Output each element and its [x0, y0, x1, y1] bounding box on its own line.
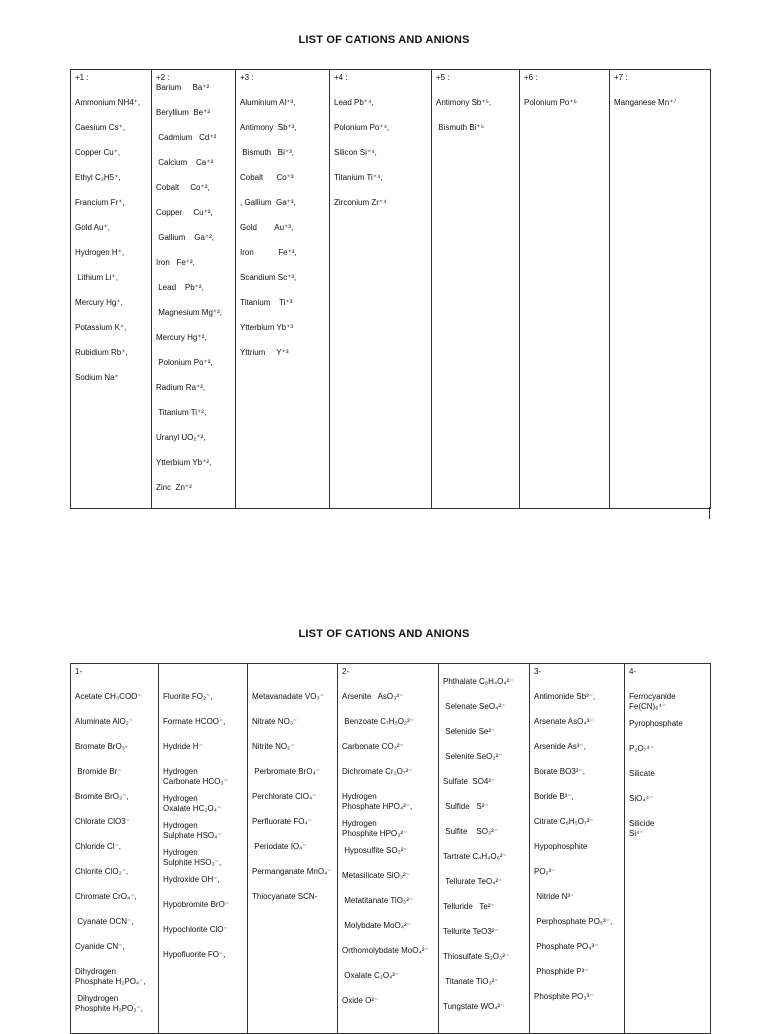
ion-entry: Antimony Sb⁺³, [240, 123, 297, 132]
ion-entry: Lithium Li⁺, [75, 273, 118, 282]
ion-entry: Oxalate C₂O₄²⁻ [342, 971, 400, 980]
ion-entry: Phthalate C₈H₄O₄²⁻ [443, 677, 514, 686]
ion-entry: P₂O₇⁴⁻ [629, 744, 655, 753]
ion-entry: Borate BO3³⁻, [534, 767, 585, 776]
page-title: LIST OF CATIONS AND ANIONS [298, 34, 470, 46]
ion-entry: Acetate CH₃COO⁻ [75, 692, 142, 701]
ion-entry: Hydrogen Phosphate HPO₄²⁻, [342, 792, 413, 811]
ion-entry: Iron Fe⁺², [156, 258, 195, 267]
ion-entry: Telluride Te²⁻ [443, 902, 495, 911]
ion-entry: Tellurite TeO3²⁻ [443, 927, 499, 936]
ion-entry: Beryllium Be⁺² [156, 108, 211, 117]
column-header: 1- [75, 667, 83, 676]
column-header: +2 : [156, 73, 170, 82]
anions-column-4minus [625, 664, 711, 1034]
ion-entry: Chlorite ClO₂⁻, [75, 867, 129, 876]
ion-entry: Magnesium Mg⁺², [156, 308, 223, 317]
ion-entry: Metatitanate TiO₃²⁻ [342, 896, 414, 905]
ion-entry: Hydrogen Sulphite HSO₃⁻, [163, 848, 222, 867]
ion-entry: Hypofluorite FO⁻, [163, 950, 226, 959]
cations-column-plus3 [236, 70, 330, 509]
ion-entry: Bromite BrO₂⁻, [75, 792, 129, 801]
ion-entry: Uranyl UO₂⁺², [156, 433, 206, 442]
ion-entry: Barium Ba⁺² [156, 83, 210, 92]
column-header: +3 : [240, 73, 254, 82]
ion-entry: Gallium Ga⁺², [156, 233, 215, 242]
ion-entry: Rubidium Rb⁺, [75, 348, 128, 357]
column-header: +4 : [334, 73, 348, 82]
ion-entry: Silicon Si⁺⁴, [334, 148, 377, 157]
ion-entry: Titanium Ti⁺³ [240, 298, 293, 307]
ion-entry: Gold Au⁺³, [240, 223, 294, 232]
ion-entry: Formate HCOO⁻, [163, 717, 226, 726]
ion-entry: Permanganate MnO₄⁻ [252, 867, 332, 876]
ion-entry: Polonium Po⁺⁶ [524, 98, 577, 107]
ion-entry: Calcium Ca⁺² [156, 158, 214, 167]
ion-entry: Metavanadate VO₃⁻ [252, 692, 324, 701]
ion-entry: Selenate SeO₄²⁻ [443, 702, 506, 711]
cations-column-plus1 [71, 70, 152, 509]
ion-entry: Citrate C₆H₅O₇³⁻ [534, 817, 594, 826]
ion-entry: Ytterbium Yb⁺², [156, 458, 212, 467]
ion-entry: Yttrium Y⁺³ [240, 348, 289, 357]
anions-table [70, 663, 711, 1034]
ion-entry: Mercury Hg⁺, [75, 298, 123, 307]
ion-entry: Zirconium Zr⁺⁴ [334, 198, 387, 207]
cations-column-plus7 [610, 70, 711, 509]
ion-entry: Molybdate MoO₄²⁻ [342, 921, 411, 930]
ion-entry: Arsenate AsO₄³⁻ [534, 717, 594, 726]
ion-entry: Cadmium Cd⁺² [156, 133, 217, 142]
ion-entry: Tellurate TeO₄²⁻ [443, 877, 503, 886]
cations-column-plus4 [330, 70, 432, 509]
ion-entry: , Gallium Ga⁺³, [240, 198, 296, 207]
ion-entry: Hypobromite BrO⁻ [163, 900, 230, 909]
ion-entry: Hydride H⁻ [163, 742, 203, 751]
anions-column-3minus [530, 664, 625, 1034]
ion-entry: Gold Au⁺, [75, 223, 110, 232]
column-header: 2- [342, 667, 350, 676]
ion-entry: Boride B³⁻, [534, 792, 574, 801]
ion-entry: Silicate [629, 769, 655, 778]
ion-entry: Titanate TiO₃²⁻ [443, 977, 499, 986]
ion-entry: Dihydrogen Phosphate H₂PO₄⁻, [75, 967, 146, 986]
ion-entry: Aluminium Al⁺³, [240, 98, 296, 107]
ion-entry: Ethyl C₂H5⁺, [75, 173, 121, 182]
ion-entry: Sulfate SO4²⁻ [443, 777, 496, 786]
ion-entry: Nitrite NO₂⁻ [252, 742, 295, 751]
ion-entry: Ytterbium Yb⁺³ [240, 323, 293, 332]
cations-column-plus5 [432, 70, 520, 509]
ion-entry: Lead Pb⁺⁴, [334, 98, 374, 107]
ion-entry: Potassium K⁺, [75, 323, 127, 332]
ion-entry: Bromate BrO₃- [75, 742, 128, 751]
ion-entry: Antimony Sb⁺⁵, [436, 98, 492, 107]
cations-column-plus6 [520, 70, 610, 509]
ion-entry: Hyposulfite SO₂²⁻ [342, 846, 408, 855]
ion-entry: Bromide Br⁻ [75, 767, 122, 776]
ion-entry: Cyanide CN⁻, [75, 942, 125, 951]
ion-entry: Dichromate Cr₂O₇²⁻ [342, 767, 413, 776]
ion-entry: Mercury Hg⁺², [156, 333, 207, 342]
ion-entry: Polonium Po⁺², [156, 358, 213, 367]
ion-entry: Francium Fr⁺, [75, 198, 125, 207]
ion-entry: Radium Ra⁺², [156, 383, 206, 392]
ion-entry: Phosphide P³⁻ [534, 967, 589, 976]
ion-entry: Hydrogen Sulphate HSO₄⁻ [163, 821, 222, 840]
ion-entry: Copper Cu⁺, [75, 148, 121, 157]
ion-entry: Perbromate BrO₄⁻ [252, 767, 320, 776]
anions-column-1minus-c [248, 664, 338, 1034]
ion-entry: Phosphite PO₃³⁻ [534, 992, 594, 1001]
ion-entry: Perphosphate PO₅³⁻, [534, 917, 613, 926]
ion-entry: Hydrogen H⁺, [75, 248, 125, 257]
ion-entry: Titanium Ti⁺², [156, 408, 207, 417]
ion-entry: Bismuth Bi⁺³, [240, 148, 295, 157]
page-title-2: LIST OF CATIONS AND ANIONS [298, 628, 470, 640]
ion-entry: Cobalt Co⁺³ [240, 173, 294, 182]
ion-entry: Sulfite SO₃²⁻ [443, 827, 499, 836]
ion-entry: Selenide Se²⁻ [443, 727, 496, 736]
ion-entry: Selenite SeO₃²⁻ [443, 752, 503, 761]
table-stub-line [709, 507, 710, 519]
ion-entry: Hydrogen Oxalate HC₂O₄⁻ [163, 794, 222, 813]
ion-entry: Hydrogen Phosphite HPO₃²⁻ [342, 819, 408, 838]
ion-entry: Silicide Si⁴⁻ [629, 819, 655, 838]
ion-entry: Fluorite FO₂⁻, [163, 692, 213, 701]
ion-entry: Arsenite AsO₃²⁻ [342, 692, 404, 701]
column-header: 4- [629, 667, 637, 676]
ion-entry: Cyanate OCN⁻, [75, 917, 134, 926]
ion-entry: Ferrocyanide Fe(CN)₆⁴⁻ [629, 692, 676, 711]
ion-entry: Bismuth Bi⁺⁵ [436, 123, 485, 132]
ion-entry: Lead Pb⁺², [156, 283, 204, 292]
ion-entry: Manganese Mn⁺⁷ [614, 98, 677, 107]
ion-entry: Aluminate AlO₂⁻ [75, 717, 134, 726]
anions-column-1minus-a [71, 664, 159, 1034]
ion-entry: Metasilicate SiO₃²⁻ [342, 871, 410, 880]
ion-entry: Perchlorate ClO₄⁻ [252, 792, 317, 801]
column-header [252, 667, 333, 677]
ion-entry: Titanium Ti⁺⁴, [334, 173, 383, 182]
ion-entry: Hydrogen Carbonate HCO₃⁻ [163, 767, 228, 786]
ion-entry: Copper Cu⁺², [156, 208, 213, 217]
column-header: +7 : [614, 73, 628, 82]
ion-entry: Benzoate C₇H₅O₂²⁻ [342, 717, 415, 726]
ion-entry: Caesium Cs⁺, [75, 123, 126, 132]
column-header [163, 667, 243, 677]
ion-entry: SiO₄⁴⁻ [629, 794, 654, 803]
ion-entry: Dihydrogen Phosphite H₂PO₃⁻, [75, 994, 143, 1013]
ion-entry: Hypophosphite [534, 842, 588, 851]
ion-entry: Chloride Cl⁻, [75, 842, 122, 851]
ion-entry: Oxide O²⁻ [342, 996, 379, 1005]
ion-entry: Hydroxide OH⁻, [163, 875, 220, 884]
ion-entry: Sodium Na⁺ [75, 373, 119, 382]
ion-entry: Scandium Sc⁺³, [240, 273, 297, 282]
ion-entry: Periodate IO₄⁻ [252, 842, 307, 851]
ion-entry: Cobalt Co⁺², [156, 183, 210, 192]
column-header: +5 : [436, 73, 450, 82]
ion-entry: Perfluorate FO₄⁻ [252, 817, 312, 826]
ion-entry: Thiosulfate S₂O₃²⁻ [443, 952, 510, 961]
ion-entry: Zinc Zn⁺² [156, 483, 192, 492]
ion-entry: Phosphate PO₄³⁻ [534, 942, 599, 951]
ion-entry: Carbonate CO₃²⁻ [342, 742, 404, 751]
column-header: 3- [534, 667, 542, 676]
column-header: +6 : [524, 73, 538, 82]
ion-entry: Chromate CrO₄⁻, [75, 892, 137, 901]
ion-entry: Sulfide S²⁻ [443, 802, 489, 811]
column-header: +1 : [75, 73, 89, 82]
ion-entry: Nitride N³⁻ [534, 892, 575, 901]
cations-column-plus2 [152, 70, 236, 509]
cations-table [70, 69, 711, 509]
ion-entry: Polonium Po⁺⁴, [334, 123, 390, 132]
ion-entry: Thiocyanate SCN- [252, 892, 318, 901]
ion-entry: Nitrate NO₃⁻ [252, 717, 298, 726]
ion-entry: PO₂³⁻ [534, 867, 556, 876]
ion-entry: Antimonide Sb³⁻, [534, 692, 596, 701]
ion-entry: Pyrophosphate [629, 719, 683, 728]
ion-entry: Tungstate WO₄²⁻ [443, 1002, 505, 1011]
ion-entry: Hypochlorite ClO⁻ [163, 925, 228, 934]
column-header [443, 667, 525, 677]
ion-entry: Orthomolybdate MoO₄²⁻ [342, 946, 429, 955]
ion-entry: Iron Fe⁺³, [240, 248, 297, 257]
ion-entry: Ammonium NH4⁺, [75, 98, 141, 107]
anions-column-1minus-b [159, 664, 248, 1034]
ion-entry: Tartrate C₄H₄O₆²⁻ [443, 852, 507, 861]
anions-column-2minus-a [338, 664, 439, 1034]
anions-column-2minus-b [439, 664, 530, 1034]
ion-entry: Chlorate ClO3⁻ [75, 817, 130, 826]
ion-entry: Arsenide As³⁻, [534, 742, 586, 751]
